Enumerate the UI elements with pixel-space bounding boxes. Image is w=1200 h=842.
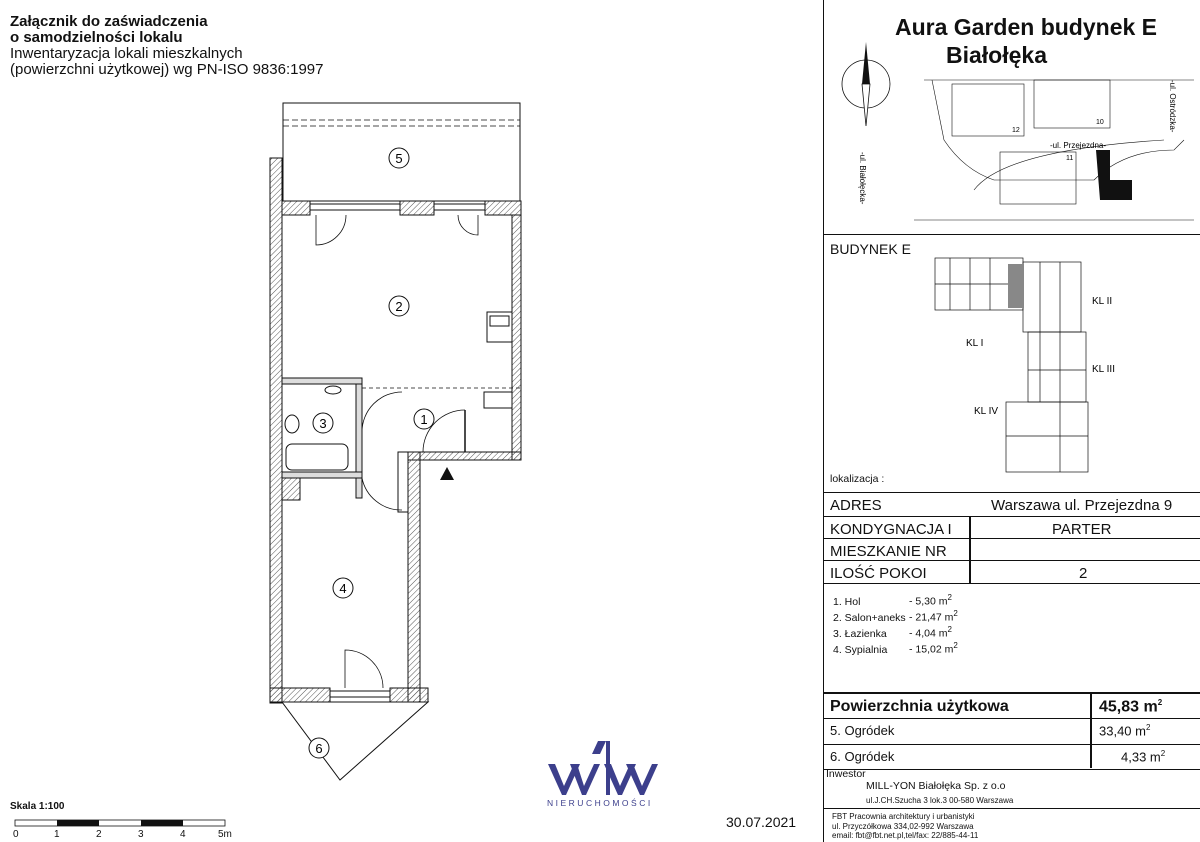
row-pokoje xyxy=(823,560,1200,584)
scale-tick: 2 xyxy=(96,829,102,840)
room-area: - 15,02 m xyxy=(909,643,954,656)
wall-right xyxy=(512,215,521,460)
garden-5-label: 5. Ogródek xyxy=(830,723,895,738)
scale-tick: 1 xyxy=(54,829,60,840)
architect-line: ul. Przyczółkowa 334,02-992 Warszawa xyxy=(832,821,974,831)
table-divider xyxy=(969,516,971,584)
room-label-4: 4 xyxy=(339,581,347,596)
staircase-label: KL IV xyxy=(974,406,999,417)
building-plan xyxy=(930,240,1140,480)
row-ogrodek-6 xyxy=(823,744,1200,770)
room-row xyxy=(833,624,958,640)
garden-5-value xyxy=(1099,723,1150,738)
building-number: 12 xyxy=(1012,127,1020,134)
room-area-sup: 2 xyxy=(947,625,952,634)
row-kondygnacja xyxy=(823,516,1200,539)
kondygnacja-label: KONDYGNACJA I xyxy=(830,521,952,538)
row-mieszkanie xyxy=(823,538,1200,561)
site-map xyxy=(824,40,1200,236)
garden-6-number: 4,33 m xyxy=(1121,749,1161,765)
project-subtitle: Białołęka xyxy=(946,42,1047,68)
investor-address: ul.J.CH.Szucha 3 lok.3 00-580 Warszawa xyxy=(866,796,1014,805)
room-label-1: 1 xyxy=(420,412,428,427)
header-line-2: o samodzielności lokalu xyxy=(10,29,183,46)
adres-value: Warszawa ul. Przejezdna 9 xyxy=(991,497,1173,514)
row-powierzchnia xyxy=(823,692,1200,720)
street-label: -ul. Ostródzka- xyxy=(1168,80,1177,133)
row-ogrodek-5 xyxy=(823,718,1200,743)
building-e-marker xyxy=(1096,150,1132,200)
company-logo xyxy=(548,741,658,795)
building-number: 10 xyxy=(1096,119,1104,126)
street-label: -ul. Białołęcka- xyxy=(858,152,867,205)
room-row xyxy=(833,640,958,656)
summary-divider xyxy=(1090,694,1092,768)
room-area-sup: 2 xyxy=(947,593,952,602)
street-label: -ul. Przejezdna- xyxy=(1050,141,1107,150)
architect-line: email: fbt@fbt.net.pl,tel/fax: 22/885-44-11 xyxy=(832,831,979,840)
building-label: BUDYNEK E xyxy=(830,241,911,257)
room-name: 4. Sypialnia xyxy=(833,643,888,656)
room-name: 1. Hol xyxy=(833,595,861,608)
room-row xyxy=(833,608,958,624)
pokoje-label: ILOŚĆ POKOI xyxy=(830,565,927,582)
garden-5-sup: 2 xyxy=(1145,723,1151,732)
adres-label: ADRES xyxy=(830,497,882,514)
room-label-5: 5 xyxy=(395,151,403,166)
room-list xyxy=(833,592,958,656)
document-date: 30.07.2021 xyxy=(726,814,797,830)
wall-left xyxy=(270,158,282,703)
header-line-1: Załącznik do zaświadczenia xyxy=(10,13,208,30)
usable-area-sup: 2 xyxy=(1157,698,1163,707)
entrance-marker xyxy=(440,467,454,480)
garden-6-value xyxy=(1121,749,1165,764)
room-area: - 21,47 m xyxy=(909,611,954,624)
garden-6-sup: 2 xyxy=(1160,749,1166,758)
room-label-3: 3 xyxy=(319,416,327,431)
scale-tick: 0 xyxy=(13,829,19,840)
washbasin xyxy=(325,386,341,394)
scale-bar xyxy=(15,820,225,826)
architect-divider xyxy=(823,808,1200,809)
scale-tick: 5m xyxy=(218,829,232,840)
architect-info xyxy=(832,812,978,841)
room-area-sup: 2 xyxy=(953,609,958,618)
building-number: 11 xyxy=(1066,155,1074,162)
header-line-4: (powierzchni użytkowej) wg PN-ISO 9836:1997 xyxy=(10,61,324,78)
pokoje-value: 2 xyxy=(1079,565,1088,582)
staircase-label: KL II xyxy=(1092,296,1113,307)
room-label-2: 2 xyxy=(395,299,403,314)
bathtub xyxy=(286,444,348,470)
row-adres xyxy=(823,492,1200,515)
garden-5-number: 33,40 m xyxy=(1099,723,1146,739)
window-bedroom xyxy=(330,691,390,697)
room-name: 2. Salon+aneks xyxy=(833,611,906,624)
room-area: - 5,30 m xyxy=(909,595,948,608)
room-name: 3. Łazienka xyxy=(833,627,887,640)
mieszkanie-label: MIESZKANIE NR xyxy=(830,543,947,560)
scale-tick: 4 xyxy=(180,829,186,840)
investor-label: Inwestor xyxy=(826,768,866,780)
garden-6-outline xyxy=(282,702,428,780)
north-arrow-icon xyxy=(842,42,890,126)
room-label-6: 6 xyxy=(315,741,323,756)
investor-name: MILL-YON Białołęka Sp. z o.o xyxy=(866,780,1006,792)
header-line-3: Inwentaryzacja lokali mieszkalnych xyxy=(10,45,243,62)
project-title: Aura Garden budynek E xyxy=(895,14,1158,40)
room-area-sup: 2 xyxy=(953,641,958,650)
staircase-label: KL I xyxy=(966,338,984,349)
logo-text: NIERUCHOMOŚCI xyxy=(547,798,653,808)
kondygnacja-value: PARTER xyxy=(1052,521,1112,538)
window-salon xyxy=(310,204,400,210)
scale-tick: 3 xyxy=(138,829,144,840)
usable-area-value xyxy=(1099,698,1162,716)
scale-label: Skala 1:100 xyxy=(10,801,65,812)
room-area: - 4,04 m xyxy=(909,627,948,640)
usable-area-label: Powierzchnia użytkowa xyxy=(830,698,1009,715)
architect-line: FBT Pracownia architektury i urbanistyki xyxy=(832,812,975,821)
room-row xyxy=(833,592,958,608)
garden-6-label: 6. Ogródek xyxy=(830,749,895,764)
location-label: lokalizacja : xyxy=(830,473,885,485)
toilet xyxy=(285,415,299,433)
staircase-label: KL III xyxy=(1092,364,1115,375)
usable-area-number: 45,83 m xyxy=(1099,698,1158,716)
